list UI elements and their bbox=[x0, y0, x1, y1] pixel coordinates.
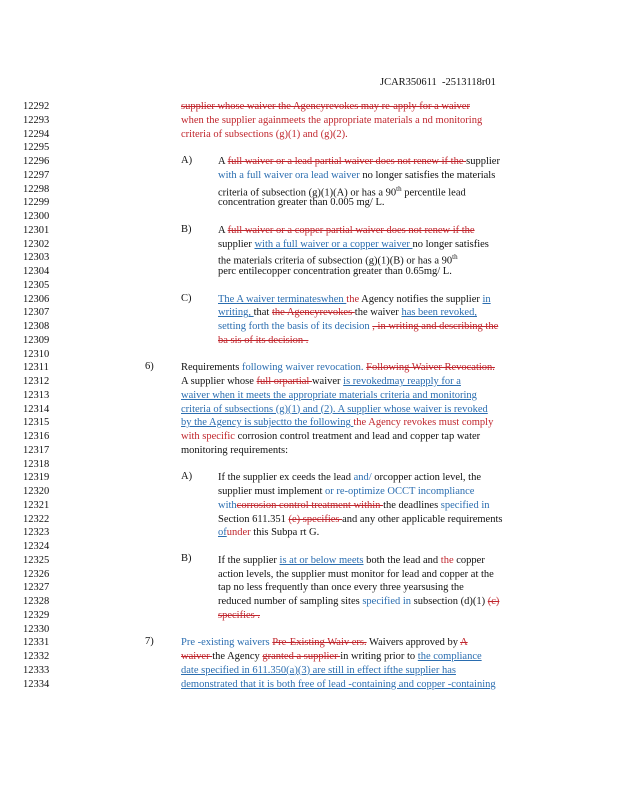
line-number: 12332 bbox=[23, 651, 50, 662]
deleted-text: specifies . bbox=[218, 609, 260, 621]
line-number: 12306 bbox=[23, 293, 50, 305]
line-number: 12331 bbox=[23, 637, 50, 649]
text-segment: the bbox=[440, 554, 457, 566]
deleted-text: ba sis of its decision . bbox=[218, 334, 309, 346]
line-number: 12320 bbox=[23, 486, 50, 497]
inserted-text: with a full waiver or a copper waiver bbox=[254, 238, 413, 250]
text-line bbox=[181, 100, 518, 114]
text-segment: perc entilecopper concentration greater than 0.65mg/ L. bbox=[218, 266, 452, 277]
text-line bbox=[218, 554, 518, 568]
text-line bbox=[218, 265, 518, 279]
text-line bbox=[181, 664, 518, 678]
line-number: 12334 bbox=[23, 678, 50, 690]
line-number: 12333 bbox=[23, 664, 50, 676]
line-number: 12310 bbox=[23, 348, 50, 360]
inserted-text: waiver when it meets the appropriate materials criteria and monitoring bbox=[181, 389, 477, 401]
line-number: 12302 bbox=[23, 238, 50, 250]
line-number: 12329 bbox=[23, 609, 50, 621]
text-segment: this Subpa rt G. bbox=[250, 527, 320, 539]
line-number: 12328 bbox=[23, 596, 50, 607]
line-number: 12292 bbox=[23, 101, 50, 112]
inserted-text: following waiver revocation. bbox=[241, 362, 367, 374]
text-segment: no longer satisfies the materials bbox=[362, 169, 496, 181]
text-line bbox=[218, 471, 518, 485]
text-segment: both the lead and bbox=[363, 554, 441, 566]
text-line bbox=[218, 609, 518, 623]
line-number: 12299 bbox=[23, 197, 50, 209]
deleted-text: (c) bbox=[487, 596, 500, 607]
inserted-text: specified in bbox=[362, 596, 414, 607]
text-segment: and any other applicable requirements bbox=[342, 513, 503, 525]
line-number: 12311 bbox=[23, 362, 49, 374]
text-line bbox=[181, 650, 518, 664]
text-segment: subsection (d)(1) bbox=[413, 596, 488, 607]
line-number: 12323 bbox=[23, 527, 50, 539]
text-segment: supplier bbox=[218, 238, 255, 250]
line-number: 12326 bbox=[23, 568, 50, 580]
text-segment: in writing prior to bbox=[340, 651, 418, 662]
text-line bbox=[181, 128, 518, 142]
deleted-text: full waiver or a lead partial waiver does not renew if the bbox=[227, 156, 467, 167]
text-segment: If the supplier ex ceeds the lead bbox=[218, 472, 354, 484]
text-segment: the Agency revokes must comply bbox=[353, 417, 494, 429]
text-segment: the bbox=[346, 293, 362, 305]
line-number: 12318 bbox=[23, 458, 50, 470]
text-line bbox=[181, 678, 518, 692]
line-number: 12296 bbox=[23, 156, 50, 167]
item-label-b-2: B) bbox=[181, 553, 192, 564]
text-line bbox=[181, 444, 518, 458]
text-line bbox=[218, 526, 518, 540]
text-line bbox=[218, 513, 518, 527]
item-label-7: 7) bbox=[145, 636, 154, 647]
text-segment: againmeets the appropriate materials a nd monitoring bbox=[258, 114, 483, 126]
text-segment: criteria of subsection (g)(1)(A) or has a 90 bbox=[218, 187, 397, 198]
inserted-text: Pre -existing waivers bbox=[181, 637, 273, 649]
document-version: -2513118r01 bbox=[442, 77, 496, 88]
document-id: JCAR350611 bbox=[380, 77, 437, 88]
text-segment: tap no less frequently than once every three yearsusing the bbox=[218, 582, 464, 594]
text-line bbox=[218, 334, 518, 348]
text-line bbox=[218, 320, 518, 334]
inserted-text: The A waiver terminateswhen bbox=[218, 293, 347, 305]
text-segment: under bbox=[226, 527, 251, 539]
text-line bbox=[218, 499, 518, 513]
text-line bbox=[218, 155, 518, 169]
text-segment: Section 611.351 bbox=[218, 513, 289, 525]
deleted-text: full orpartial bbox=[256, 376, 312, 387]
text-segment: the waiver bbox=[354, 307, 402, 319]
text-line bbox=[218, 183, 518, 197]
inserted-text: of bbox=[218, 527, 227, 539]
inserted-text: date specified in 611.350(a)(3) are still in effect ifthe supplier has bbox=[181, 664, 456, 676]
text-segment: action levels, the supplier must monitor for lead and copper at the bbox=[218, 568, 494, 580]
line-number: 12298 bbox=[23, 183, 50, 195]
inserted-text: by the Agency is subjectto the following bbox=[181, 417, 354, 429]
text-line bbox=[218, 306, 518, 320]
item-label-6: 6) bbox=[145, 361, 154, 372]
line-number: 12322 bbox=[23, 513, 50, 525]
item-label-a: A) bbox=[181, 155, 193, 166]
line-number: 12315 bbox=[23, 417, 50, 429]
inserted-text: criteria of subsections (g)(1) and (2). A supplier whose waiver is revoked bbox=[181, 403, 488, 415]
line-number: 12294 bbox=[23, 128, 50, 140]
inserted-text: with bbox=[218, 499, 237, 511]
text-line bbox=[181, 375, 518, 389]
inserted-text: has been revoked, bbox=[401, 307, 477, 319]
text-line bbox=[218, 293, 518, 307]
inserted-text: in bbox=[482, 293, 491, 305]
deleted-text: full waiver or a copper partial waiver does not renew if the bbox=[227, 224, 475, 236]
deleted-text: granted a supplier bbox=[262, 651, 341, 662]
text-segment: If the supplier bbox=[218, 554, 280, 566]
text-segment: th bbox=[452, 253, 458, 262]
text-segment: when the supplier bbox=[181, 114, 259, 126]
text-segment: percentile lead bbox=[401, 187, 466, 198]
deleted-text: waiver bbox=[181, 651, 213, 662]
inserted-text: and/ bbox=[353, 472, 375, 484]
text-line bbox=[181, 636, 518, 650]
line-number: 12305 bbox=[23, 279, 50, 291]
inserted-text: the compliance bbox=[417, 651, 482, 662]
text-line bbox=[218, 568, 518, 582]
deleted-text: (e) specifies bbox=[288, 513, 343, 525]
line-number: 12304 bbox=[23, 266, 50, 277]
text-segment: A supplier whose bbox=[181, 376, 257, 387]
line-number: 12308 bbox=[23, 321, 50, 332]
text-line bbox=[218, 169, 518, 183]
text-line bbox=[218, 224, 518, 238]
text-segment: Waivers approved by bbox=[366, 637, 461, 649]
text-segment: Requirements bbox=[181, 362, 242, 374]
line-number: 12319 bbox=[23, 472, 50, 484]
text-segment: supplier bbox=[466, 156, 500, 167]
inserted-text: writing, bbox=[218, 307, 254, 319]
text-segment: A bbox=[218, 156, 228, 167]
deleted-text: A bbox=[460, 637, 468, 649]
inserted-text: is revokedmay reapply for a bbox=[343, 376, 461, 387]
text-segment: reduced number of sampling sites bbox=[218, 596, 363, 607]
line-number: 12314 bbox=[23, 403, 50, 415]
deleted-text: corrosion control treatment within bbox=[236, 499, 384, 511]
text-line bbox=[218, 238, 518, 252]
line-number: 12330 bbox=[23, 623, 50, 635]
deleted-text: the Agencyrevokes bbox=[271, 307, 355, 319]
inserted-text: specified in bbox=[440, 499, 490, 511]
line-number: 12307 bbox=[23, 307, 50, 319]
inserted-text: setting forth the basis of its decision bbox=[218, 321, 373, 332]
line-number: 12313 bbox=[23, 389, 50, 401]
inserted-text: demonstrated that it is both free of lead -containing and copper -containing bbox=[181, 678, 496, 690]
text-segment: concentration greater than 0.005 mg/ L. bbox=[218, 197, 385, 209]
text-segment: the deadlines bbox=[383, 499, 441, 511]
text-line bbox=[181, 114, 518, 128]
text-segment: criteria of subsections (g)(1) and (g)(2). bbox=[181, 128, 348, 140]
line-number: 12324 bbox=[23, 541, 50, 552]
item-label-a-2: A) bbox=[181, 471, 193, 482]
deleted-text: supplier whose waiver the Agencyrevokes may re-apply for a waiver bbox=[181, 101, 470, 112]
text-segment: orcopper action level, the bbox=[374, 472, 481, 484]
text-segment: corrosion control treatment and lead and copper tap water bbox=[237, 431, 481, 442]
line-number: 12325 bbox=[23, 554, 50, 566]
inserted-text: or re-optimize OCCT incompliance bbox=[325, 486, 475, 497]
text-line bbox=[181, 389, 518, 403]
text-line bbox=[181, 416, 518, 430]
line-number: 12309 bbox=[23, 334, 50, 346]
text-segment: Agency notifies the supplier bbox=[361, 293, 483, 305]
line-number: 12321 bbox=[23, 499, 50, 511]
line-number: 12295 bbox=[23, 142, 50, 154]
text-line bbox=[218, 196, 518, 210]
deleted-text: , in writing and describing the bbox=[372, 321, 499, 332]
text-line bbox=[218, 595, 518, 609]
text-segment: waiver bbox=[311, 376, 344, 387]
line-number-column bbox=[23, 100, 63, 691]
text-segment: supplier must implement bbox=[218, 486, 326, 497]
text-line bbox=[181, 430, 518, 444]
text-line bbox=[181, 403, 518, 417]
text-segment: the materials criteria of subsection (g)(1)(B) or has a 90 bbox=[218, 255, 453, 267]
text-line bbox=[218, 485, 518, 499]
line-number: 12297 bbox=[23, 169, 50, 181]
line-number: 12301 bbox=[23, 224, 50, 236]
line-number: 12293 bbox=[23, 114, 50, 126]
line-number: 12303 bbox=[23, 252, 50, 264]
line-number: 12316 bbox=[23, 431, 50, 442]
inserted-text: is at or below meets bbox=[279, 554, 364, 566]
text-line bbox=[181, 361, 518, 375]
line-number: 12327 bbox=[23, 582, 50, 594]
line-number: 12300 bbox=[23, 211, 50, 222]
text-line bbox=[218, 581, 518, 595]
text-segment: copper bbox=[456, 554, 485, 566]
item-label-b: B) bbox=[181, 224, 192, 235]
deleted-text: Pre-Existing Waiv ers. bbox=[272, 637, 367, 649]
text-line bbox=[218, 251, 518, 265]
text-segment: with specific bbox=[181, 431, 238, 442]
text-segment: no longer satisfies bbox=[412, 238, 489, 250]
line-number: 12312 bbox=[23, 376, 50, 387]
deleted-text: Following Waiver Revocation. bbox=[366, 362, 495, 374]
line-number: 12317 bbox=[23, 444, 50, 456]
text-segment: A bbox=[218, 224, 228, 236]
inserted-text: with a full waiver ora lead waiver bbox=[218, 169, 363, 181]
text-segment: that bbox=[253, 307, 272, 319]
item-label-c: C) bbox=[181, 293, 192, 304]
text-segment: the Agency bbox=[212, 651, 263, 662]
text-segment: th bbox=[396, 184, 402, 193]
text-segment: monitoring requirements: bbox=[181, 444, 289, 456]
